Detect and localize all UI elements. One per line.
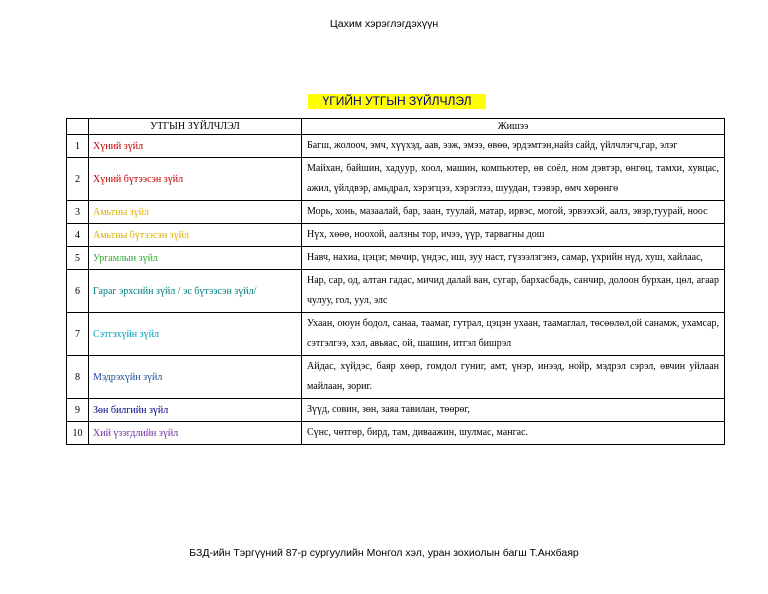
row-number: 4 xyxy=(67,224,89,247)
row-examples: Багш, жолооч, эмч, хүүхэд, аав, ээж, эмээ, өвөө, эрдэмтэн,найз сайд, үйлчлэгч,гар, элэг xyxy=(302,135,725,158)
table-row xyxy=(67,247,725,270)
table-row xyxy=(67,158,725,201)
row-category-name: Сэтгэхүйн зүйл xyxy=(89,313,302,356)
row-number: 5 xyxy=(67,247,89,270)
table-row xyxy=(67,399,725,422)
table-row xyxy=(67,270,725,313)
row-category-name: Зөн билгийн зүйл xyxy=(89,399,302,422)
table-header-row xyxy=(67,119,725,135)
row-category-name: Хүний зүйл xyxy=(89,135,302,158)
row-examples: Айдас, хүйдэс, баяр хөөр, гомдол гуниг, амт, үнэр, инээд, нойр, мэдрэл сэрэл, өвчин уйлаан майлаан, зориг. xyxy=(302,356,725,399)
row-category-name: Гараг эрхсийн зүйл / эс бүтээсэн зүйл/ xyxy=(89,270,302,313)
row-number: 8 xyxy=(67,356,89,399)
table-row xyxy=(67,422,725,445)
row-number: 9 xyxy=(67,399,89,422)
table-body xyxy=(67,135,725,445)
table-row xyxy=(67,356,725,399)
semantic-categories-table xyxy=(66,118,725,445)
row-examples: Навч, нахиа, цэцэг, мөчир, үндэс, иш, зуу наст, гүзээлзгэнэ, самар, үхрийн нүд, хуш, хайлаас, xyxy=(302,247,725,270)
row-category-name: Мэдрэхүйн зүйл xyxy=(89,356,302,399)
row-category-name: Хүний бүтээсэн зүйл xyxy=(89,158,302,201)
row-category-name: Амьтны бүтээсэн зүйл xyxy=(89,224,302,247)
row-examples: Сүнс, чөтгөр, бирд, там, диваажин, шулмас, мангас. xyxy=(302,422,725,445)
row-category-name: Амьтны зүйл xyxy=(89,201,302,224)
header-num-cell xyxy=(67,119,89,135)
row-examples: Майхан, байшин, хадуур, хоол, машин, компьютер, өв соёл, ном дэвтэр, өнгөц, тамхи, хувцас, ажил, үйлдвэр, амьдрал, хэрэгцээ, хэрэглээ, шуудан, тээвэр, өмч хөрөнгө xyxy=(302,158,725,201)
header-category-cell: УТГЫН ЗҮЙЛЧЛЭЛ xyxy=(89,119,302,135)
table-row xyxy=(67,135,725,158)
row-examples: Морь, хонь, мазаалай, бар, заан, туулай, матар, ирвэс, могой, эрвээхэй, аалз, эвэр,туурай, ноос xyxy=(302,201,725,224)
row-number: 2 xyxy=(67,158,89,201)
row-number: 6 xyxy=(67,270,89,313)
page-header: Цахим хэрэглэгдэхүүн xyxy=(329,18,439,30)
row-examples: Нар, сар, од, алтан гадас, мичид далай ван, сугар, бархасбадь, санчир, долоон бурхан, цөл, агаар чулуу, гол, уул, элс xyxy=(302,270,725,313)
row-examples: Нүх, хөөө, ноохой, аалзны тор, ичээ, үүр, тарвагны дош xyxy=(302,224,725,247)
table-row xyxy=(67,201,725,224)
row-number: 7 xyxy=(67,313,89,356)
page-footer: БЗД-ийн Тэргүүний 87-р сургуулийн Монгол хэл, уран зохиолын багш Т.Анхбаяр xyxy=(189,547,579,559)
row-examples: Ухаан, оюун бодол, санаа, таамаг, гутрал, цэцэн ухаан, таамаглал, төсөөлөл,ой санамж, ухамсар, сэтгэлгээ, хэл, авьяас, ой, шашин, итгэл бишрэл xyxy=(302,313,725,356)
table-row xyxy=(67,224,725,247)
row-number: 3 xyxy=(67,201,89,224)
row-category-name: Хий үзэгдлийн зүйл xyxy=(89,422,302,445)
header-examples-cell: Жишээ xyxy=(302,119,725,135)
row-examples: Зүүд, совин, зөн, заяа тавилан, төөрөг, xyxy=(302,399,725,422)
page-title: ҮГИЙН УТГЫН ЗҮЙЛЧЛЭЛ xyxy=(308,94,486,109)
row-number: 10 xyxy=(67,422,89,445)
row-category-name: Ургамлын зүйл xyxy=(89,247,302,270)
row-number: 1 xyxy=(67,135,89,158)
table-row xyxy=(67,313,725,356)
